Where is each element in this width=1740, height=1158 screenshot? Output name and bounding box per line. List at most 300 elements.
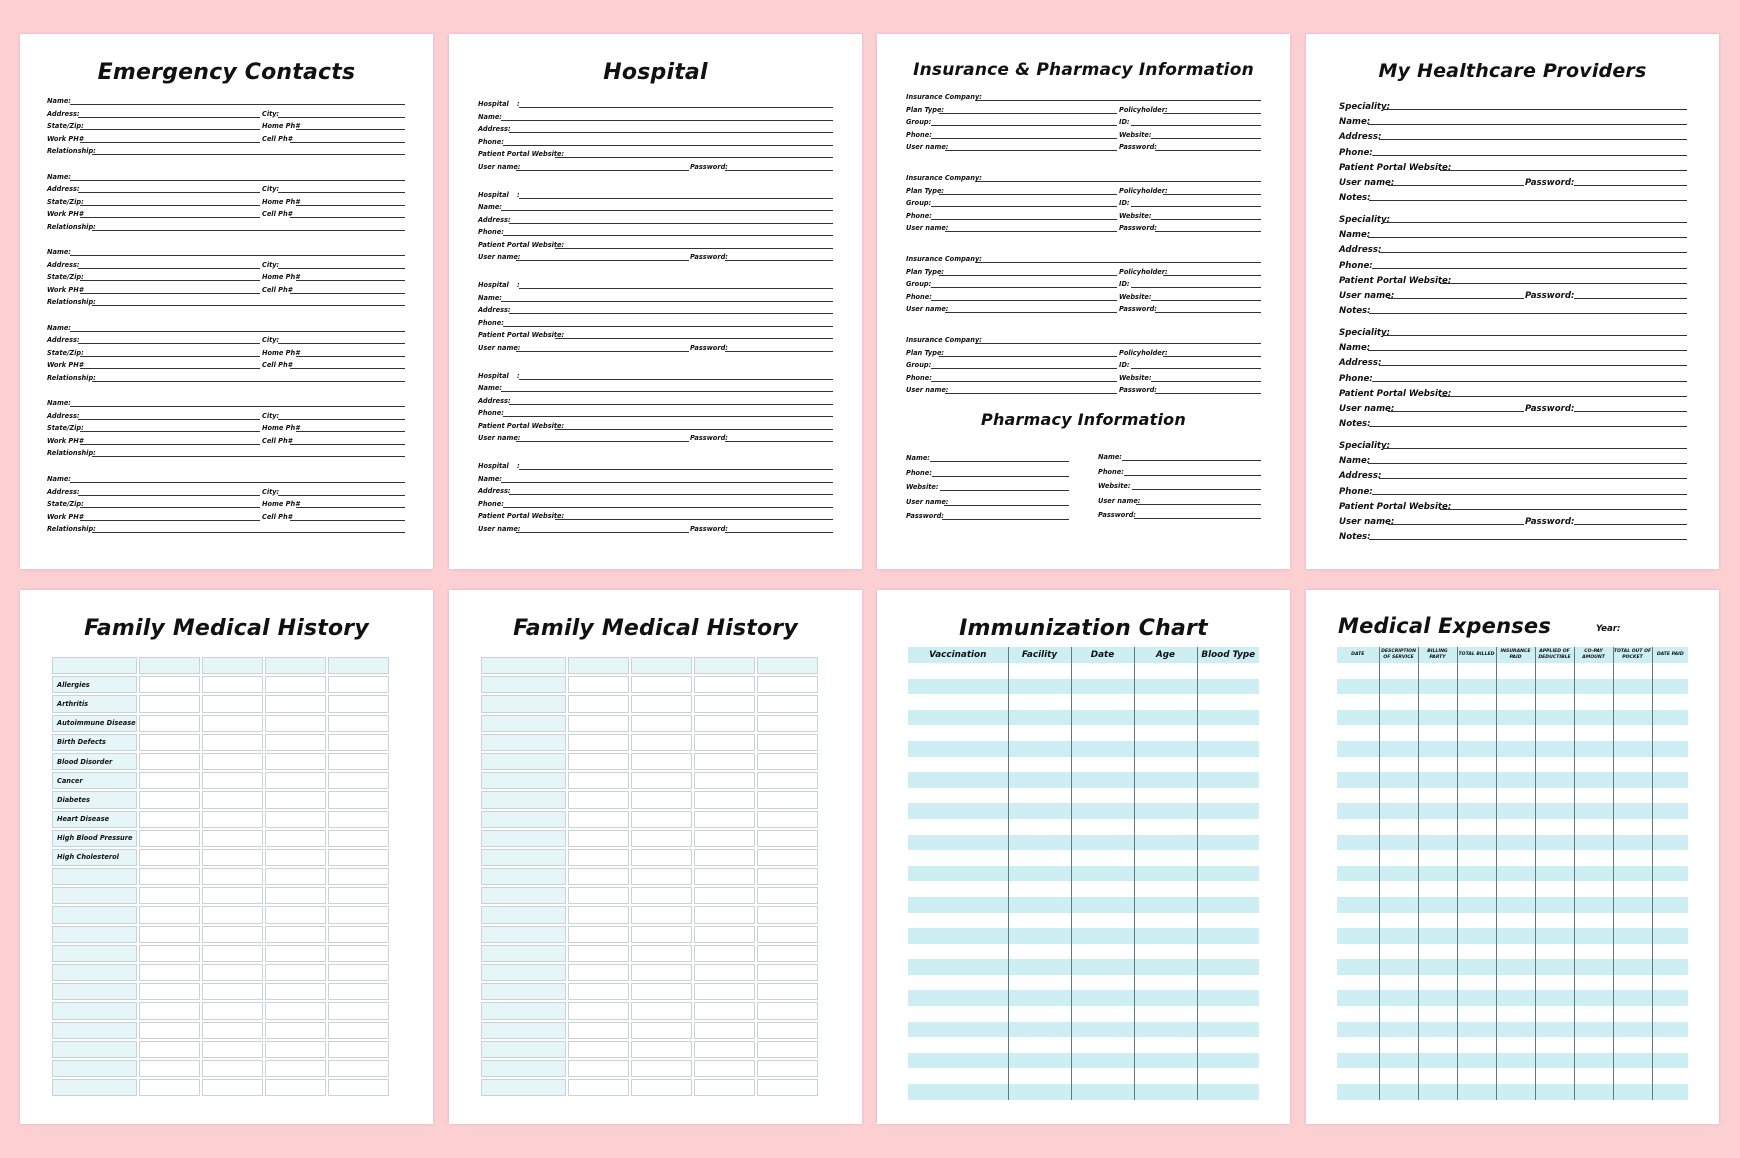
- expense-cell[interactable]: [1496, 897, 1535, 913]
- expense-cell[interactable]: [1379, 1084, 1418, 1100]
- expense-cell[interactable]: [1418, 710, 1457, 726]
- expense-cell[interactable]: [1652, 663, 1688, 679]
- expense-cell[interactable]: [1379, 819, 1418, 835]
- history-cell[interactable]: [694, 1060, 755, 1077]
- work-phone-field[interactable]: [80, 368, 260, 369]
- expense-cell[interactable]: [1496, 1053, 1535, 1069]
- expense-cell[interactable]: [1496, 725, 1535, 741]
- expense-cell[interactable]: [1418, 725, 1457, 741]
- history-cell[interactable]: [139, 983, 200, 1000]
- expense-cell[interactable]: [1496, 913, 1535, 929]
- home-phone-field[interactable]: [296, 129, 405, 130]
- expense-cell[interactable]: [1652, 866, 1688, 882]
- expense-cell[interactable]: [1379, 897, 1418, 913]
- history-cell[interactable]: [694, 945, 755, 962]
- pharmacy-phone-field[interactable]: [932, 476, 1069, 477]
- history-cell[interactable]: [202, 906, 263, 923]
- history-cell[interactable]: [139, 830, 200, 847]
- history-cell[interactable]: [328, 1060, 389, 1077]
- name-field[interactable]: [1368, 237, 1687, 238]
- condition-cell[interactable]: [481, 753, 566, 770]
- expense-cell[interactable]: [1496, 694, 1535, 710]
- history-cell[interactable]: [568, 1079, 629, 1096]
- history-cell[interactable]: [139, 1022, 200, 1039]
- work-phone-field[interactable]: [80, 217, 260, 218]
- phone-field[interactable]: [503, 507, 833, 508]
- expense-cell[interactable]: [1379, 850, 1418, 866]
- expense-cell[interactable]: [1379, 710, 1418, 726]
- immunization-cell[interactable]: [1134, 772, 1197, 788]
- cell-phone-field[interactable]: [290, 217, 405, 218]
- immunization-cell[interactable]: [1008, 897, 1071, 913]
- username-field[interactable]: [1388, 298, 1524, 299]
- immunization-cell[interactable]: [1071, 819, 1134, 835]
- expense-cell[interactable]: [1613, 1006, 1652, 1022]
- expense-cell[interactable]: [1379, 928, 1418, 944]
- condition-cell[interactable]: [481, 1079, 566, 1096]
- expense-cell[interactable]: [1574, 757, 1613, 773]
- history-cell[interactable]: [757, 811, 818, 828]
- expense-cell[interactable]: [1337, 772, 1379, 788]
- history-cell[interactable]: [631, 868, 692, 885]
- history-cell[interactable]: [328, 657, 389, 674]
- expense-cell[interactable]: [1418, 1084, 1457, 1100]
- history-cell[interactable]: [757, 926, 818, 943]
- expense-cell[interactable]: [1418, 1022, 1457, 1038]
- expense-cell[interactable]: [1652, 679, 1688, 695]
- expense-cell[interactable]: [1337, 1022, 1379, 1038]
- expense-cell[interactable]: [1652, 959, 1688, 975]
- history-cell[interactable]: [694, 1002, 755, 1019]
- history-cell[interactable]: [202, 849, 263, 866]
- history-cell[interactable]: [694, 676, 755, 693]
- history-cell[interactable]: [202, 964, 263, 981]
- expense-cell[interactable]: [1457, 975, 1496, 991]
- immunization-cell[interactable]: [1134, 788, 1197, 804]
- immunization-cell[interactable]: [908, 694, 1008, 710]
- expense-cell[interactable]: [1379, 990, 1418, 1006]
- history-cell[interactable]: [694, 811, 755, 828]
- history-cell[interactable]: [631, 1060, 692, 1077]
- condition-cell[interactable]: [52, 1041, 137, 1058]
- expense-cell[interactable]: [1379, 881, 1418, 897]
- history-cell[interactable]: [265, 1041, 326, 1058]
- expense-cell[interactable]: [1496, 850, 1535, 866]
- state-zip-field[interactable]: [80, 507, 260, 508]
- history-cell[interactable]: [757, 1041, 818, 1058]
- expense-cell[interactable]: [1535, 694, 1574, 710]
- expense-cell[interactable]: [1457, 741, 1496, 757]
- immunization-cell[interactable]: [908, 913, 1008, 929]
- expense-cell[interactable]: [1418, 959, 1457, 975]
- expense-cell[interactable]: [1379, 663, 1418, 679]
- history-cell[interactable]: [202, 887, 263, 904]
- name-field[interactable]: [70, 406, 405, 407]
- condition-cell[interactable]: Allergies: [52, 676, 137, 693]
- expense-cell[interactable]: [1535, 928, 1574, 944]
- expense-cell[interactable]: [1337, 819, 1379, 835]
- expense-cell[interactable]: [1379, 1006, 1418, 1022]
- immunization-cell[interactable]: [1071, 725, 1134, 741]
- condition-cell[interactable]: [481, 887, 566, 904]
- history-cell[interactable]: [631, 772, 692, 789]
- history-cell[interactable]: [631, 830, 692, 847]
- history-cell[interactable]: [631, 753, 692, 770]
- expense-cell[interactable]: [1535, 803, 1574, 819]
- expense-cell[interactable]: [1379, 803, 1418, 819]
- expense-cell[interactable]: [1613, 1053, 1652, 1069]
- city-field[interactable]: [278, 117, 405, 118]
- expense-cell[interactable]: [1652, 835, 1688, 851]
- immunization-cell[interactable]: [1134, 881, 1197, 897]
- immunization-cell[interactable]: [908, 975, 1008, 991]
- pharmacy-phone-field[interactable]: [1124, 475, 1261, 476]
- immunization-cell[interactable]: [1071, 1068, 1134, 1084]
- history-cell[interactable]: [757, 887, 818, 904]
- immunization-cell[interactable]: [1071, 679, 1134, 695]
- history-cell[interactable]: [631, 964, 692, 981]
- plan-type-field[interactable]: [939, 356, 1117, 357]
- condition-cell[interactable]: [481, 1041, 566, 1058]
- expense-cell[interactable]: [1535, 1022, 1574, 1038]
- expense-cell[interactable]: [1613, 1022, 1652, 1038]
- history-cell[interactable]: [328, 964, 389, 981]
- immunization-cell[interactable]: [1197, 1006, 1259, 1022]
- expense-cell[interactable]: [1652, 975, 1688, 991]
- id-field[interactable]: [1131, 368, 1261, 369]
- immunization-cell[interactable]: [1134, 1037, 1197, 1053]
- expense-cell[interactable]: [1613, 913, 1652, 929]
- history-cell[interactable]: [202, 811, 263, 828]
- history-cell[interactable]: [265, 734, 326, 751]
- password-field[interactable]: [1574, 298, 1687, 299]
- history-cell[interactable]: [757, 906, 818, 923]
- name-field[interactable]: [70, 331, 405, 332]
- immunization-cell[interactable]: [1008, 913, 1071, 929]
- history-cell[interactable]: [694, 715, 755, 732]
- history-cell[interactable]: [568, 926, 629, 943]
- expense-cell[interactable]: [1418, 990, 1457, 1006]
- expense-cell[interactable]: [1574, 944, 1613, 960]
- immunization-cell[interactable]: [908, 866, 1008, 882]
- expense-cell[interactable]: [1613, 725, 1652, 741]
- immunization-cell[interactable]: [1008, 663, 1071, 679]
- expense-cell[interactable]: [1457, 819, 1496, 835]
- expense-cell[interactable]: [1496, 803, 1535, 819]
- condition-cell[interactable]: [481, 734, 566, 751]
- expense-cell[interactable]: [1457, 959, 1496, 975]
- expense-cell[interactable]: [1496, 1037, 1535, 1053]
- expense-cell[interactable]: [1457, 913, 1496, 929]
- history-cell[interactable]: [568, 906, 629, 923]
- phone-field[interactable]: [1372, 381, 1687, 382]
- expense-cell[interactable]: [1652, 1084, 1688, 1100]
- expense-cell[interactable]: [1337, 913, 1379, 929]
- expense-cell[interactable]: [1496, 1022, 1535, 1038]
- immunization-cell[interactable]: [1071, 1084, 1134, 1100]
- username-field[interactable]: [1388, 524, 1524, 525]
- expense-cell[interactable]: [1535, 663, 1574, 679]
- immunization-cell[interactable]: [1134, 757, 1197, 773]
- history-cell[interactable]: [139, 1002, 200, 1019]
- immunization-cell[interactable]: [1197, 741, 1259, 757]
- expense-cell[interactable]: [1535, 757, 1574, 773]
- expense-cell[interactable]: [1337, 788, 1379, 804]
- immunization-cell[interactable]: [1134, 990, 1197, 1006]
- expense-cell[interactable]: [1457, 1068, 1496, 1084]
- name-field[interactable]: [70, 180, 405, 181]
- condition-cell[interactable]: [481, 964, 566, 981]
- address-field[interactable]: [1379, 478, 1687, 479]
- expense-cell[interactable]: [1652, 757, 1688, 773]
- relationship-field[interactable]: [92, 230, 405, 231]
- immunization-cell[interactable]: [1008, 990, 1071, 1006]
- immunization-cell[interactable]: [1008, 725, 1071, 741]
- history-cell[interactable]: [328, 868, 389, 885]
- history-cell[interactable]: [568, 657, 629, 674]
- expense-cell[interactable]: [1535, 1037, 1574, 1053]
- immunization-cell[interactable]: [1197, 944, 1259, 960]
- immunization-cell[interactable]: [908, 1084, 1008, 1100]
- expense-cell[interactable]: [1337, 850, 1379, 866]
- history-cell[interactable]: [568, 1002, 629, 1019]
- history-cell[interactable]: [328, 945, 389, 962]
- expense-cell[interactable]: [1379, 866, 1418, 882]
- address-field[interactable]: [509, 223, 833, 224]
- history-cell[interactable]: [202, 676, 263, 693]
- history-cell[interactable]: [265, 964, 326, 981]
- hospital-field[interactable]: [519, 198, 833, 199]
- immunization-cell[interactable]: [1134, 944, 1197, 960]
- expense-cell[interactable]: [1652, 944, 1688, 960]
- history-cell[interactable]: [757, 753, 818, 770]
- expense-cell[interactable]: [1457, 866, 1496, 882]
- immunization-cell[interactable]: [1008, 741, 1071, 757]
- expense-cell[interactable]: [1613, 881, 1652, 897]
- expense-cell[interactable]: [1379, 959, 1418, 975]
- immunization-cell[interactable]: [1008, 835, 1071, 851]
- expense-cell[interactable]: [1574, 819, 1613, 835]
- expense-cell[interactable]: [1652, 710, 1688, 726]
- expense-cell[interactable]: [1457, 990, 1496, 1006]
- immunization-cell[interactable]: [908, 772, 1008, 788]
- immunization-cell[interactable]: [1134, 819, 1197, 835]
- pharmacy-username-field[interactable]: [944, 505, 1069, 506]
- speciality-field[interactable]: [1384, 109, 1687, 110]
- expense-cell[interactable]: [1457, 1084, 1496, 1100]
- expense-cell[interactable]: [1535, 772, 1574, 788]
- expense-cell[interactable]: [1337, 757, 1379, 773]
- immunization-cell[interactable]: [1197, 679, 1259, 695]
- group-field[interactable]: [931, 125, 1117, 126]
- address-field[interactable]: [78, 192, 260, 193]
- immunization-cell[interactable]: [908, 928, 1008, 944]
- insurance-company-field[interactable]: [975, 262, 1261, 263]
- expense-cell[interactable]: [1613, 850, 1652, 866]
- phone-field[interactable]: [931, 300, 1117, 301]
- history-cell[interactable]: [631, 1022, 692, 1039]
- expense-cell[interactable]: [1535, 835, 1574, 851]
- name-field[interactable]: [70, 255, 405, 256]
- immunization-cell[interactable]: [1071, 1022, 1134, 1038]
- history-cell[interactable]: [757, 676, 818, 693]
- immunization-cell[interactable]: [908, 1037, 1008, 1053]
- expense-cell[interactable]: [1379, 788, 1418, 804]
- immunization-cell[interactable]: [1197, 694, 1259, 710]
- expense-cell[interactable]: [1535, 866, 1574, 882]
- history-cell[interactable]: [757, 1022, 818, 1039]
- immunization-cell[interactable]: [908, 959, 1008, 975]
- immunization-cell[interactable]: [1134, 850, 1197, 866]
- history-cell[interactable]: [328, 695, 389, 712]
- name-field[interactable]: [501, 301, 833, 302]
- history-cell[interactable]: [694, 1022, 755, 1039]
- history-cell[interactable]: [265, 887, 326, 904]
- expense-cell[interactable]: [1418, 913, 1457, 929]
- immunization-cell[interactable]: [1197, 710, 1259, 726]
- expense-cell[interactable]: [1535, 850, 1574, 866]
- expense-cell[interactable]: [1613, 772, 1652, 788]
- expense-cell[interactable]: [1574, 788, 1613, 804]
- immunization-cell[interactable]: [1008, 803, 1071, 819]
- expense-cell[interactable]: [1379, 694, 1418, 710]
- history-cell[interactable]: [757, 791, 818, 808]
- expense-cell[interactable]: [1337, 1037, 1379, 1053]
- expense-cell[interactable]: [1652, 803, 1688, 819]
- history-cell[interactable]: [265, 676, 326, 693]
- pharmacy-website-field[interactable]: [1132, 489, 1261, 490]
- expense-cell[interactable]: [1652, 772, 1688, 788]
- immunization-cell[interactable]: [1071, 803, 1134, 819]
- expense-cell[interactable]: [1379, 913, 1418, 929]
- expense-cell[interactable]: [1652, 1022, 1688, 1038]
- expense-cell[interactable]: [1535, 881, 1574, 897]
- history-cell[interactable]: [568, 753, 629, 770]
- history-cell[interactable]: [631, 1079, 692, 1096]
- immunization-cell[interactable]: [1008, 1006, 1071, 1022]
- expense-cell[interactable]: [1457, 679, 1496, 695]
- expense-cell[interactable]: [1496, 881, 1535, 897]
- immunization-cell[interactable]: [908, 1068, 1008, 1084]
- immunization-cell[interactable]: [908, 741, 1008, 757]
- city-field[interactable]: [278, 268, 405, 269]
- expense-cell[interactable]: [1457, 803, 1496, 819]
- hospital-field[interactable]: [519, 469, 833, 470]
- history-cell[interactable]: [265, 791, 326, 808]
- expense-cell[interactable]: [1379, 975, 1418, 991]
- condition-cell[interactable]: [52, 983, 137, 1000]
- expense-cell[interactable]: [1535, 944, 1574, 960]
- condition-cell[interactable]: [52, 868, 137, 885]
- history-cell[interactable]: [139, 811, 200, 828]
- expense-cell[interactable]: [1652, 913, 1688, 929]
- expense-cell[interactable]: [1337, 725, 1379, 741]
- immunization-cell[interactable]: [1008, 1084, 1071, 1100]
- expense-cell[interactable]: [1337, 1006, 1379, 1022]
- expense-cell[interactable]: [1652, 819, 1688, 835]
- immunization-cell[interactable]: [1134, 741, 1197, 757]
- portal-field[interactable]: [555, 429, 833, 430]
- name-field[interactable]: [1368, 124, 1687, 125]
- expense-cell[interactable]: [1535, 1068, 1574, 1084]
- history-cell[interactable]: [694, 1041, 755, 1058]
- immunization-cell[interactable]: [1134, 1084, 1197, 1100]
- immunization-cell[interactable]: [1071, 1037, 1134, 1053]
- password-field[interactable]: [1574, 411, 1687, 412]
- history-cell[interactable]: [202, 695, 263, 712]
- condition-cell[interactable]: [52, 945, 137, 962]
- expense-cell[interactable]: [1574, 850, 1613, 866]
- immunization-cell[interactable]: [1071, 975, 1134, 991]
- plan-type-field[interactable]: [939, 275, 1117, 276]
- immunization-cell[interactable]: [1197, 1053, 1259, 1069]
- condition-cell[interactable]: Cancer: [52, 772, 137, 789]
- history-cell[interactable]: [328, 791, 389, 808]
- history-cell[interactable]: [631, 657, 692, 674]
- immunization-cell[interactable]: [1197, 1068, 1259, 1084]
- condition-cell[interactable]: [481, 791, 566, 808]
- portal-field[interactable]: [555, 157, 833, 158]
- immunization-cell[interactable]: [1134, 663, 1197, 679]
- expense-cell[interactable]: [1496, 959, 1535, 975]
- history-cell[interactable]: [139, 657, 200, 674]
- password-field[interactable]: [1574, 185, 1687, 186]
- expense-cell[interactable]: [1418, 975, 1457, 991]
- immunization-cell[interactable]: [1197, 913, 1259, 929]
- expense-cell[interactable]: [1496, 819, 1535, 835]
- immunization-cell[interactable]: [1071, 710, 1134, 726]
- address-field[interactable]: [1379, 365, 1687, 366]
- immunization-cell[interactable]: [1134, 1006, 1197, 1022]
- history-cell[interactable]: [631, 1002, 692, 1019]
- relationship-field[interactable]: [92, 305, 405, 306]
- history-cell[interactable]: [631, 695, 692, 712]
- username-field[interactable]: [945, 231, 1117, 232]
- immunization-cell[interactable]: [908, 725, 1008, 741]
- website-field[interactable]: [1151, 381, 1261, 382]
- expense-cell[interactable]: [1652, 881, 1688, 897]
- immunization-cell[interactable]: [1134, 679, 1197, 695]
- history-cell[interactable]: [265, 926, 326, 943]
- immunization-cell[interactable]: [1008, 772, 1071, 788]
- expense-cell[interactable]: [1496, 1006, 1535, 1022]
- password-field[interactable]: [725, 532, 833, 533]
- history-cell[interactable]: [328, 753, 389, 770]
- history-cell[interactable]: [568, 964, 629, 981]
- history-cell[interactable]: [694, 849, 755, 866]
- history-cell[interactable]: [757, 868, 818, 885]
- address-field[interactable]: [509, 494, 833, 495]
- immunization-cell[interactable]: [1134, 959, 1197, 975]
- immunization-cell[interactable]: [1197, 928, 1259, 944]
- history-cell[interactable]: [757, 657, 818, 674]
- history-cell[interactable]: [328, 1041, 389, 1058]
- immunization-cell[interactable]: [1008, 710, 1071, 726]
- history-cell[interactable]: [757, 983, 818, 1000]
- history-cell[interactable]: [328, 734, 389, 751]
- history-cell[interactable]: [202, 868, 263, 885]
- immunization-cell[interactable]: [1197, 757, 1259, 773]
- speciality-field[interactable]: [1384, 222, 1687, 223]
- history-cell[interactable]: [202, 772, 263, 789]
- expense-cell[interactable]: [1496, 710, 1535, 726]
- condition-cell[interactable]: Diabetes: [52, 791, 137, 808]
- expense-cell[interactable]: [1418, 850, 1457, 866]
- history-cell[interactable]: [139, 676, 200, 693]
- website-field[interactable]: [1151, 138, 1261, 139]
- expense-cell[interactable]: [1496, 1068, 1535, 1084]
- portal-field[interactable]: [1440, 509, 1687, 510]
